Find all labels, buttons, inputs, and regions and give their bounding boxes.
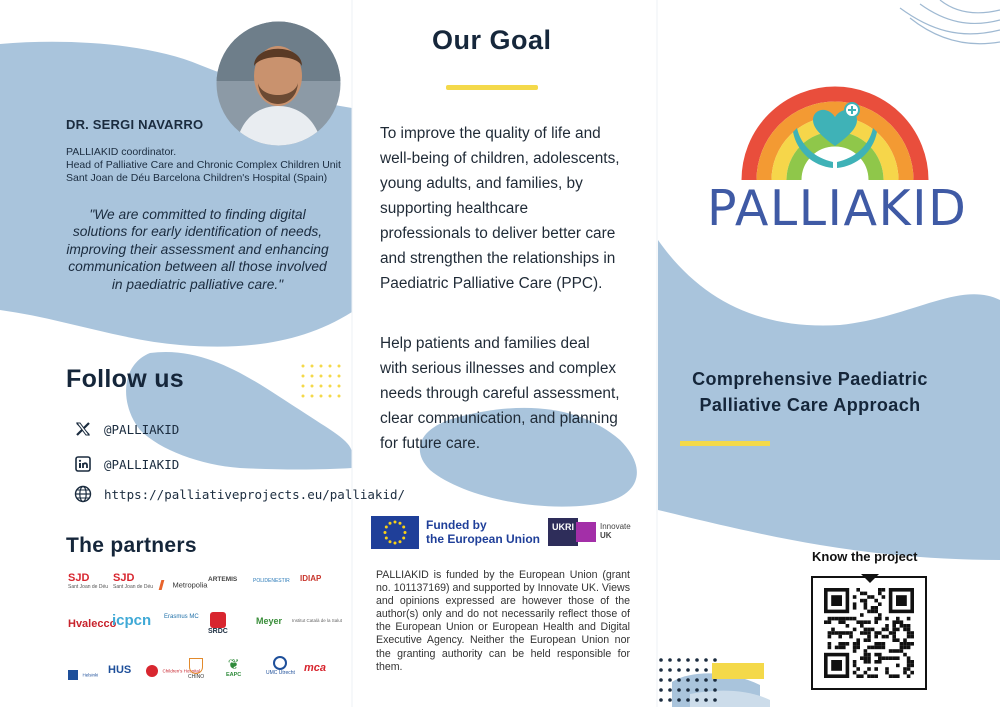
innovate-line-1: Innovate — [600, 522, 631, 531]
logo-erasmus: Erasmus MC — [164, 614, 199, 620]
qr-code[interactable] — [813, 578, 925, 688]
x-handle: @PALLIAKID — [104, 421, 180, 437]
eu-funding-label — [426, 518, 540, 546]
coordinator-quote — [40, 206, 355, 293]
logo-idiap: IDIAP — [300, 574, 322, 583]
innovate-line-2: UK — [600, 531, 612, 540]
approach-line: Palliative Care Approach — [699, 395, 921, 415]
rainbow-logo — [735, 28, 935, 188]
goal-heading: Our Goal — [432, 25, 552, 55]
logo-sjd-1: SJD Sant Joan de Déu — [68, 572, 109, 590]
paragraph-line: well-being of children, adolescents, — [380, 150, 620, 167]
logo-helsinki: Helsinki — [68, 666, 98, 684]
ukri-text: UKRI — [552, 522, 574, 532]
paragraph-line: supporting healthcare — [380, 200, 529, 217]
paragraph-line: professionals to deliver better care — [380, 225, 616, 242]
innovate-uk-label — [600, 522, 631, 540]
goal-paragraph-1 — [380, 121, 642, 296]
logo-hvalecco: Hvalecco — [68, 618, 117, 630]
approach-heading — [662, 366, 958, 418]
paragraph-line: and strengthen the relationships in — [380, 250, 616, 267]
quote-line: improving their assessment and enhancing — [66, 241, 329, 257]
globe-icon — [74, 485, 92, 503]
paragraph-line: Help patients and families deal — [380, 335, 590, 352]
follow-us-heading: Follow us — [66, 365, 184, 393]
role-line: Sant Joan de Déu Barcelona Children's Hospital (Spain) — [66, 172, 328, 184]
brand-name: PALLIAKID — [707, 180, 968, 237]
paragraph-line: young adults, and families, by — [380, 175, 583, 192]
partner-logos — [60, 568, 350, 703]
logo-sjd-2: SJD Sant Joan de Déu — [113, 572, 154, 590]
logo-umc: UMC Utrecht — [266, 656, 295, 676]
logo-icpcn: icpcn — [112, 612, 152, 629]
approach-underline — [680, 441, 770, 446]
person-name: DR. SERGI NAVARRO — [66, 117, 204, 132]
linkedin-handle: @PALLIAKID — [104, 456, 180, 472]
goal-underline — [446, 85, 538, 90]
x-icon — [74, 420, 92, 438]
logo-salut: Institut Català de la Salut — [292, 618, 343, 623]
eu-line-1: Funded by — [426, 518, 487, 532]
funding-disclaimer: PALLIAKID is funded by the European Union (grant no. 101137169) and supported by Innovate UK. Views and opinions expressed are however those of the author(s) only and do not necessarily reflect those of the European Union or European Health and Digital Executive Agency. Neither the European Union nor the granting authority can be held responsible for them. — [376, 569, 630, 673]
quote-line: solutions for early identification of needs, — [72, 224, 323, 240]
quote-line: in paediatric palliative care." — [111, 276, 284, 292]
quote-line: "We are committed to finding digital — [89, 207, 306, 222]
logo-meyer: Meyer — [256, 616, 283, 626]
linkedin-icon — [74, 455, 92, 473]
social-website[interactable] — [74, 483, 405, 505]
logo-metropolia: Metropolia — [160, 576, 207, 594]
role-line: Head of Palliative Care and Chronic Complex Children Unit — [66, 159, 341, 171]
logo-polidenestir: POLIDENESTIR — [253, 578, 290, 584]
social-x[interactable] — [74, 418, 179, 440]
paragraph-line: Paediatric Palliative Care (PPC). — [380, 275, 603, 292]
portrait-photo — [216, 21, 341, 146]
approach-line: Comprehensive Paediatric — [692, 369, 928, 389]
logo-eapc: ❦ EAPC — [226, 656, 242, 678]
paragraph-line: needs through careful assessment, — [380, 385, 620, 402]
know-project-label: Know the project — [812, 549, 918, 564]
social-linkedin[interactable] — [74, 453, 179, 475]
quote-line: communication between all those involved — [68, 259, 327, 275]
eu-line-2: the European Union — [426, 532, 540, 546]
eu-flag-icon — [371, 516, 419, 549]
logo-artemis: ARTEMIS — [208, 576, 238, 583]
logo-srdc: SRDC — [208, 612, 228, 635]
website-link[interactable]: https://palliativeprojects.eu/palliakid/ — [104, 486, 406, 502]
paragraph-line: for future care. — [380, 435, 481, 452]
paragraph-line: To improve the quality of life and — [380, 125, 601, 142]
goal-paragraph-2 — [380, 331, 642, 456]
paragraph-line: clear communication, and planning — [380, 410, 618, 427]
logo-hus: HUS — [108, 664, 132, 676]
person-role — [66, 146, 341, 185]
ukri-logo — [548, 518, 596, 546]
role-line: PALLIAKID coordinator. — [66, 146, 177, 158]
paragraph-line: with serious illnesses and complex — [380, 360, 617, 377]
logo-childrens: Children's Hospital — [146, 662, 200, 680]
qr-code-frame[interactable] — [811, 576, 927, 690]
logo-chino: CHINO — [188, 658, 204, 680]
partners-heading: The partners — [66, 534, 197, 557]
yellow-accent-block — [712, 663, 764, 679]
dot-grid-yellow — [302, 365, 341, 398]
logo-mca: mca — [304, 662, 327, 674]
qr-pointer-arrow — [861, 574, 879, 583]
